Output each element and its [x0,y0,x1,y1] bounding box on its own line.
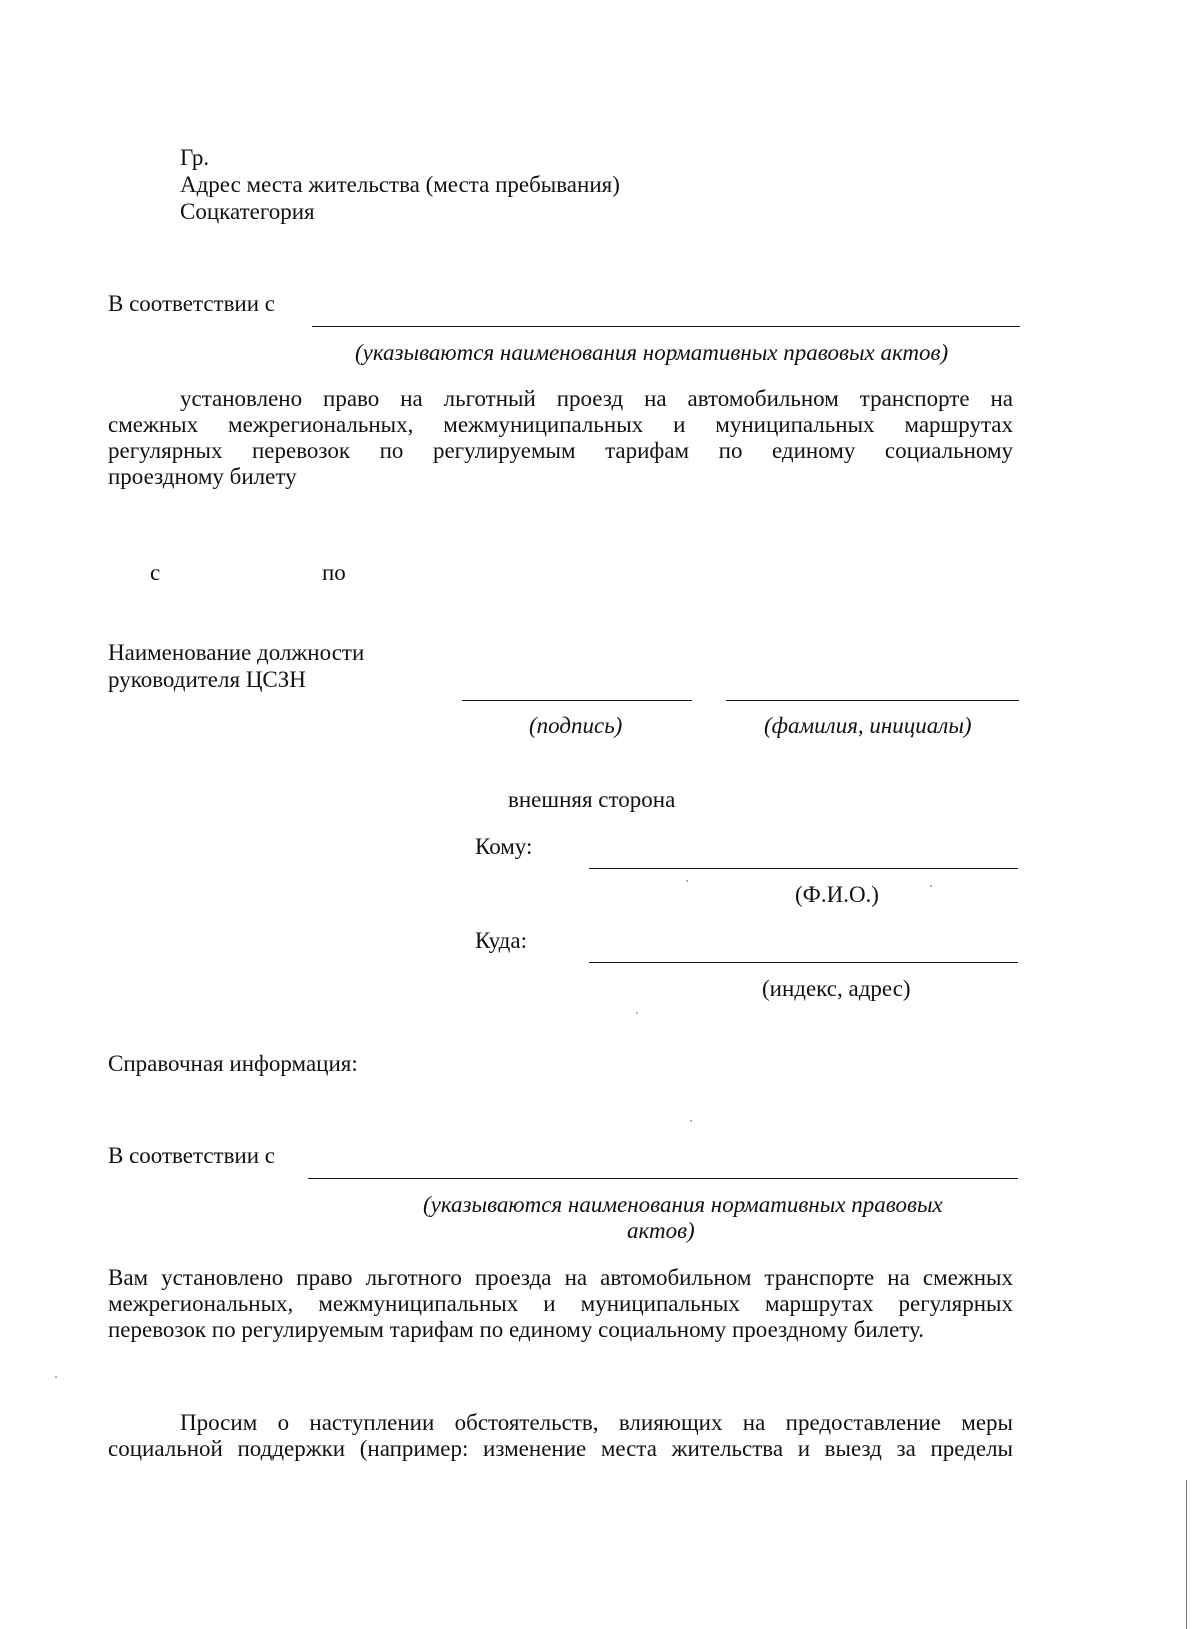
reference-acts-hint-line2: актов) [627,1218,695,1243]
name-hint: (фамилия, инициалы) [764,713,972,738]
acts-underline [312,326,1020,327]
recipient-line [589,868,1018,869]
address-hint: (индекс, адрес) [762,976,911,1001]
scan-speck [686,880,688,882]
paragraph-line: Просим о наступлении обстоятельств, влияющих на предоставление меры [180,1410,1013,1435]
paragraph-line: регулярных перевозок по регулируемым тарифам по единому социальному [108,438,1013,463]
signature-line [462,700,692,701]
paragraph-line: социальной поддержки (например: изменение места жительства и выезд за пределы [108,1436,1013,1461]
period-from-label: с [150,560,161,585]
acts-hint: (указываются наименования нормативных правовых актов) [355,340,949,365]
address-line [589,962,1018,963]
address-label: Адрес места жительства (места пребывания) [180,172,620,197]
reference-according-to-label: В соответствии с [108,1143,276,1168]
envelope-title: внешняя сторона [508,787,676,812]
position-title-line2: руководителя ЦСЗН [108,667,306,692]
paragraph-line: Вам установлено право льготного проезда на автомобильном транспорте на смежных [108,1265,1013,1290]
paragraph-line: проездному билету [108,464,297,489]
address-to-label: Куда: [475,928,527,953]
paragraph-line: перевозок по регулируемым тарифам по единому социальному проездному билету. [108,1317,925,1342]
scan-speck [636,1012,638,1014]
scan-speck [930,885,932,887]
reference-acts-hint-line1: (указываются наименования нормативных правовых [423,1192,943,1217]
entitlement-paragraph [108,386,1013,490]
according-to-label: В соответствии с [108,291,276,316]
paragraph-line: межрегиональных, межмуниципальных и муниципальных маршрутах регулярных [108,1291,1013,1316]
paragraph-line: установлено право на льготный проезд на автомобильном транспорте на [180,386,1013,411]
recipient-label: Кому: [475,834,533,859]
name-line [726,700,1019,701]
reference-acts-underline [308,1178,1018,1179]
scan-edge-mark [1186,1480,1187,1629]
request-paragraph [108,1410,1013,1462]
scan-speck [690,1120,692,1122]
reference-paragraph [108,1265,1013,1343]
paragraph-line: смежных межрегиональных, межмуниципальных и муниципальных маршрутах [108,412,1013,437]
scan-speck [55,1376,57,1378]
period-to-label: по [322,560,346,585]
social-category-label: Соцкатегория [180,199,315,224]
position-title-line1: Наименование должности [108,640,365,665]
recipient-hint: (Ф.И.О.) [795,882,879,907]
citizen-label: Гр. [180,145,210,170]
reference-title: Справочная информация: [108,1051,358,1076]
signature-hint: (подпись) [529,713,623,738]
